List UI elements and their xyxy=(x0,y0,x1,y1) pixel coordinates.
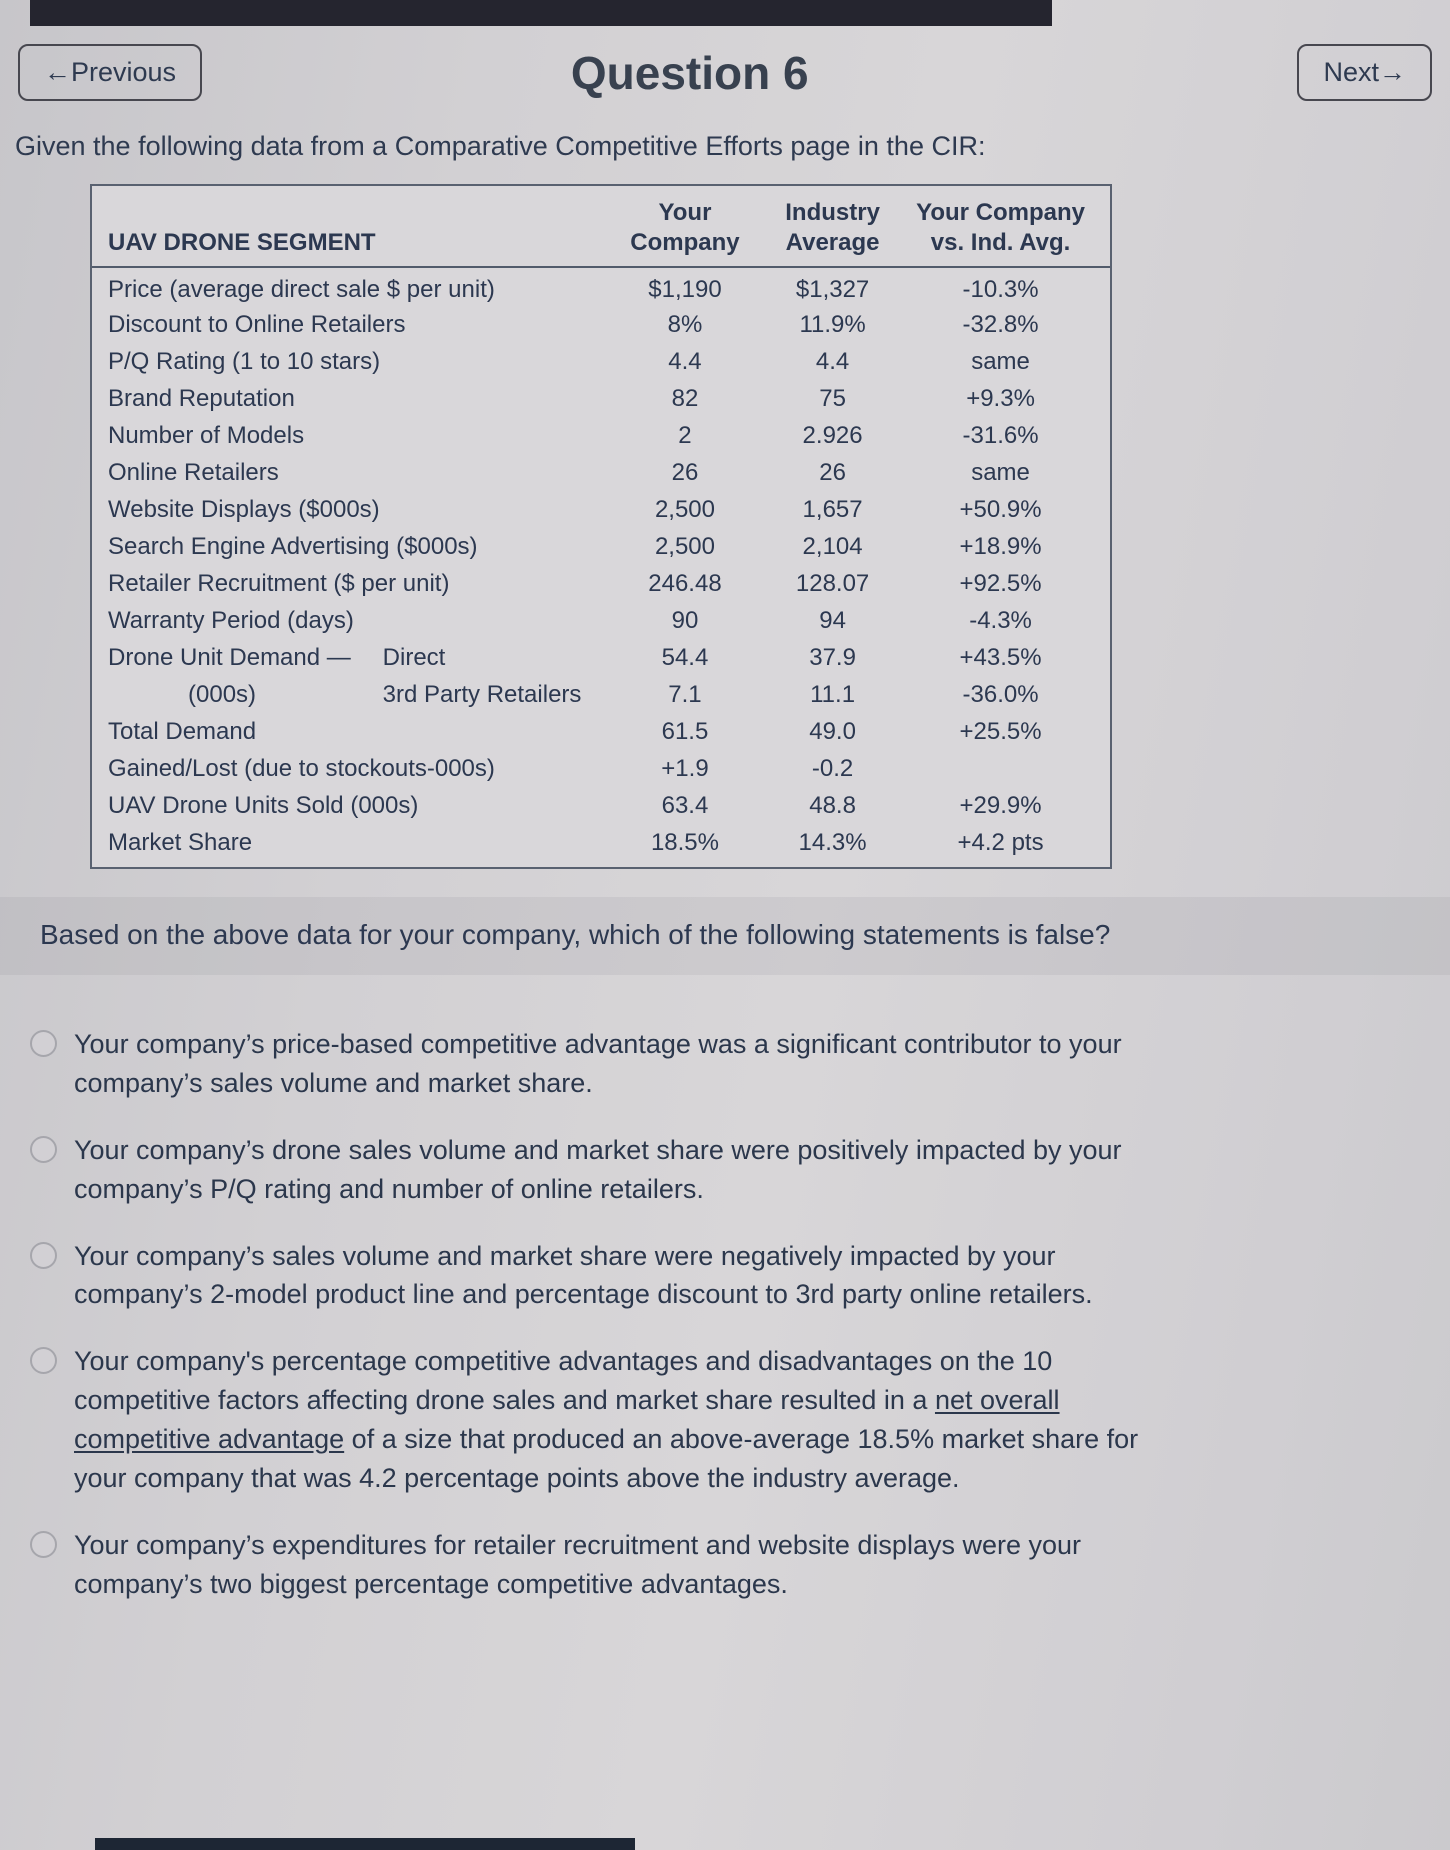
table-row xyxy=(92,454,1110,491)
option-text-pre: Your company's percentage competitive advantages and disadvantages on the 10 competitive factors affecting drone sales and market share resulted in a xyxy=(74,1346,1053,1416)
option-text: Your company’s sales volume and market share were negatively impacted by your company’s 2-model product line and percentage discount to 3rd party online retailers. xyxy=(74,1240,1093,1310)
row-label: (000s) xyxy=(188,680,257,708)
your-company-value: 90 xyxy=(671,606,699,634)
industry-average-value: -0.2 xyxy=(811,754,854,782)
row-label: Price (average direct sale $ per unit) xyxy=(108,276,495,303)
vs-industry-value: +92.5% xyxy=(959,569,1042,597)
industry-average-value: 94 xyxy=(819,606,846,634)
table-row xyxy=(92,824,1110,861)
your-company-value: 63.4 xyxy=(661,791,709,819)
table-row xyxy=(92,380,1110,417)
row-label: Total Demand xyxy=(108,717,257,745)
your-company-value: 4.4 xyxy=(668,347,702,375)
vs-industry-value: -4.3% xyxy=(969,606,1032,634)
industry-average-value: 2,104 xyxy=(802,532,863,560)
vs-industry-value: +9.3% xyxy=(966,384,1035,412)
segment-header: UAV DRONE SEGMENT xyxy=(92,228,596,267)
vs-industry-value: same xyxy=(971,347,1030,375)
industry-average-header-line2: Average xyxy=(774,228,891,267)
radio-button-icon[interactable] xyxy=(30,1030,57,1057)
industry-average-header-line1: Industry xyxy=(785,199,880,226)
your-company-value: 246.48 xyxy=(648,569,722,597)
your-company-value: 61.5 xyxy=(661,717,709,745)
vs-industry-value: +18.9% xyxy=(959,532,1042,560)
your-company-value: 26 xyxy=(671,458,699,486)
row-label: Market Share xyxy=(108,828,253,856)
answer-option-3[interactable] xyxy=(30,1237,1410,1315)
top-dark-strip xyxy=(30,0,1052,26)
vs-industry-value: same xyxy=(971,458,1030,486)
radio-button-icon[interactable] xyxy=(30,1531,57,1558)
option-text-post: of a size that produced an above-average 18.5% market share for your company that was 4.2 percentage points above the industry average. xyxy=(74,1424,1139,1493)
row-label: Warranty Period (days) xyxy=(108,606,354,634)
vs-industry-value: +29.9% xyxy=(959,791,1042,819)
your-company-value: 2,500 xyxy=(654,495,715,523)
industry-average-value: 11.1 xyxy=(810,680,856,708)
table-row xyxy=(92,750,1110,787)
row-label: P/Q Rating (1 to 10 stars) xyxy=(108,347,381,375)
vs-industry-value xyxy=(891,750,1110,787)
table-row xyxy=(92,565,1110,602)
your-company-header-line1: Your xyxy=(658,199,712,226)
row-label: Discount to Online Retailers xyxy=(108,310,406,338)
row-label: Number of Models xyxy=(108,421,305,449)
question-band xyxy=(0,897,1450,975)
your-company-value: 8% xyxy=(667,310,703,338)
row-label: Brand Reputation xyxy=(108,384,295,412)
question-text: Based on the above data for your company, which of the following statements is false? xyxy=(40,919,1111,950)
answer-options xyxy=(0,975,1450,1604)
table-row xyxy=(92,676,1110,713)
empty-header-cell xyxy=(92,186,596,228)
radio-button-icon[interactable] xyxy=(30,1347,57,1374)
industry-average-value: 26 xyxy=(819,458,846,486)
option-text: Your company’s expenditures for retailer recruitment and website displays were your company’s two biggest percentage competitive advantages. xyxy=(74,1529,1082,1599)
row-sublabel: 3rd Party Retailers xyxy=(382,680,582,708)
table-row xyxy=(92,787,1110,824)
vs-industry-value: -36.0% xyxy=(962,680,1039,708)
industry-average-value: 1,657 xyxy=(802,495,863,523)
option-text-underlined: net overall competitive advantage xyxy=(74,1385,1060,1454)
row-label: Drone Unit Demand — xyxy=(108,643,351,671)
row-sublabel: Direct xyxy=(382,643,446,671)
previous-button[interactable]: ←Previous xyxy=(18,44,202,101)
table-header xyxy=(92,186,1110,267)
option-text xyxy=(74,1342,1149,1498)
row-label: Search Engine Advertising ($000s) xyxy=(108,532,478,560)
your-company-value: 7.1 xyxy=(668,680,702,708)
table-row xyxy=(92,306,1110,343)
row-label: UAV Drone Units Sold (000s) xyxy=(108,791,419,819)
your-company-value: $1,190 xyxy=(648,276,722,303)
vs-industry-value: -31.6% xyxy=(962,421,1039,449)
row-label: Online Retailers xyxy=(108,458,279,486)
radio-button-icon[interactable] xyxy=(30,1242,57,1269)
table-row xyxy=(92,602,1110,639)
your-company-value: 18.5% xyxy=(650,828,719,856)
your-company-value: 82 xyxy=(671,384,699,412)
industry-average-value: 48.8 xyxy=(809,791,856,819)
row-label: Gained/Lost (due to stockouts-000s) xyxy=(108,754,495,782)
table-row xyxy=(92,343,1110,380)
vs-industry-header-line1: Your Company xyxy=(916,199,1085,226)
industry-average-value: 37.9 xyxy=(809,643,856,671)
table-row xyxy=(92,639,1110,676)
your-company-value: +1.9 xyxy=(661,754,709,782)
industry-average-value: 75 xyxy=(819,384,846,412)
industry-average-value: 2.926 xyxy=(802,421,863,449)
option-text: Your company’s price-based competitive advantage was a significant contributor to your company’s sales volume and market share. xyxy=(74,1029,1122,1098)
industry-average-value: 14.3% xyxy=(798,828,867,856)
vs-industry-value: +4.2 pts xyxy=(957,828,1044,856)
industry-average-value: 128.07 xyxy=(795,569,870,597)
vs-industry-value: +43.5% xyxy=(959,643,1042,671)
industry-average-value: 4.4 xyxy=(815,347,850,375)
page-title: Question 6 xyxy=(570,47,809,99)
vs-industry-value: -10.3% xyxy=(962,276,1039,303)
vs-industry-value: +50.9% xyxy=(959,495,1042,523)
table-row xyxy=(92,528,1110,565)
table-row xyxy=(92,267,1110,306)
vs-industry-value: -32.8% xyxy=(962,310,1039,338)
row-label: Retailer Recruitment ($ per unit) xyxy=(108,569,450,597)
option-text: Your company’s drone sales volume and market share were positively impacted by your company’s P/Q rating and number of online retailers. xyxy=(74,1134,1122,1204)
radio-button-icon[interactable] xyxy=(30,1136,57,1163)
comparative-efforts-table xyxy=(90,184,1112,869)
answer-option-2[interactable] xyxy=(30,1131,1410,1209)
industry-average-value: 11.9% xyxy=(799,310,866,338)
industry-average-value: 49.0 xyxy=(809,717,856,745)
your-company-header-line2: Company xyxy=(596,228,774,267)
industry-average-value: $1,327 xyxy=(795,276,870,303)
next-button[interactable]: Next→ xyxy=(1297,44,1432,101)
answer-option-1[interactable] xyxy=(30,1025,1410,1103)
intro-text: Given the following data from a Comparative Competitive Efforts page in the CIR: xyxy=(15,131,986,161)
your-company-value: 2 xyxy=(678,421,692,449)
table-row xyxy=(92,713,1110,750)
table-row xyxy=(92,491,1110,528)
answer-option-4[interactable] xyxy=(30,1342,1410,1498)
vs-industry-header-line2: vs. Ind. Avg. xyxy=(891,228,1110,267)
vs-industry-value: +25.5% xyxy=(959,717,1042,745)
your-company-value: 2,500 xyxy=(654,532,715,560)
table-row xyxy=(92,417,1110,454)
answer-option-5[interactable] xyxy=(30,1526,1410,1604)
row-label: Website Displays ($000s) xyxy=(108,495,380,523)
your-company-value: 54.4 xyxy=(661,643,709,671)
bottom-dark-strip xyxy=(95,1838,635,1850)
